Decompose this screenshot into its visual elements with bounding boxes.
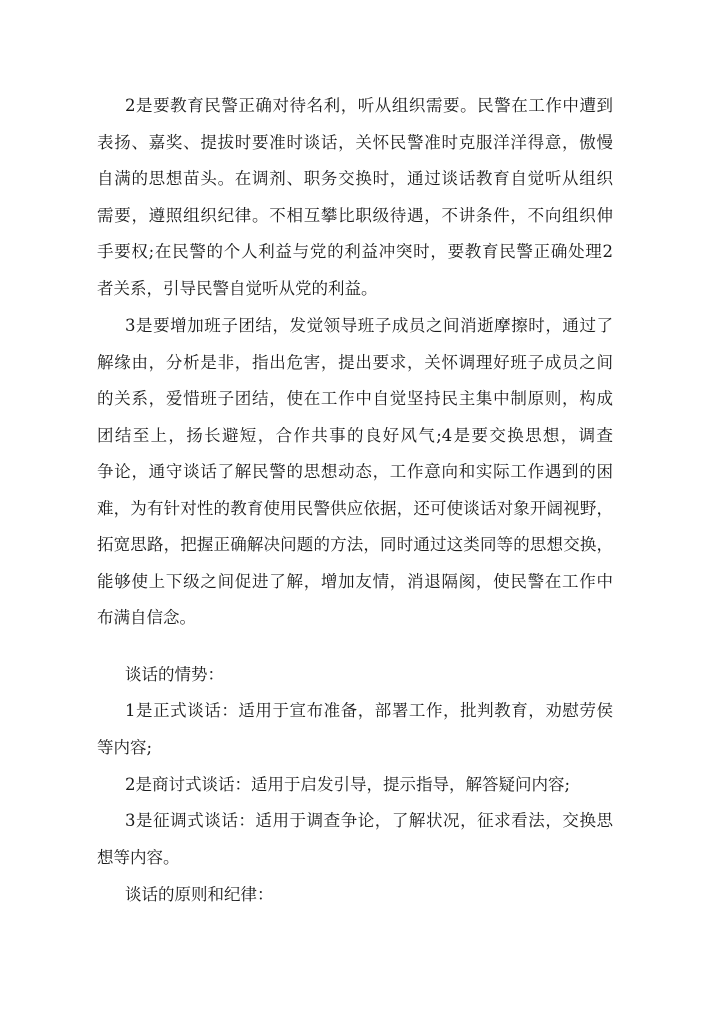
paragraph-line: 想等内容。 [97,847,180,867]
section-heading-principles-discipline [111,877,613,914]
paragraph-line: 需要，遵照组织纪律。不相互攀比职级待遇，不讲条件，不向组织伸 [97,205,613,225]
section-heading-conversation-forms [111,657,613,694]
paragraph-line: 者关系，引导民警自觉听从党的利益。 [97,278,378,298]
heading-line: 谈话的原则和纪律： [125,885,274,904]
paragraph-line: 自满的思想苗头。在调剂、职务交换时，通过谈话教育自觉听从组织 [97,169,613,188]
paragraph-line: 团结至上，扬长避短，合作共事的良好风气;4是要交换思想，调查 [97,425,613,445]
heading-line: 谈话的情势： [125,665,224,684]
paragraph-line: 的关系，爱惜班子团结，使在工作中自觉坚持民主集中制原则，构成 [97,389,613,408]
paragraph-line: 难，为有针对性的教育使用民警供应依据，还可使谈话对象开阔视野， [97,498,613,518]
paragraph-consultative-conversation [111,767,613,804]
paragraph-fame-and-organization [97,88,613,307]
paragraph-team-unity [97,308,613,637]
paragraph-line: 等内容; [97,737,153,757]
paragraph-line: 手要权;在民警的个人利益与党的利益冲突时，要教育民警正确处理2 [97,242,613,261]
paragraph-formal-conversation [97,693,613,766]
paragraph-survey-conversation [97,803,613,876]
paragraph-line: 表扬、嘉奖、提拔时要准时谈话，关怀民警准时克服洋洋得意，傲慢 [97,132,613,152]
paragraph-line: 2是要教育民警正确对待名利，听从组织需要。民警在工作中遭到 [125,96,613,115]
paragraph-line: 能够使上下级之间促进了解，增加友情，消退隔阂，使民警在工作中 [97,571,613,591]
paragraph-line: 2是商讨式谈话：适用于启发引导，提示指导，解答疑问内容; [125,775,571,794]
paragraph-line: 1是正式谈话：适用于宣布准备，部署工作，批判教育，劝慰劳侯 [125,701,613,720]
paragraph-line: 争论，通守谈话了解民警的思想动态，工作意向和实际工作遇到的困 [97,462,613,481]
paragraph-line: 3是征调式谈话：适用于调查争论，了解状况，征求看法，交换思 [125,811,613,830]
paragraph-line: 解缘由，分析是非，指出危害，提出要求，关怀调理好班子成员之间 [97,352,613,372]
paragraph-line: 拓宽思路，把握正确解决问题的方法，同时通过这类同等的思想交换， [97,535,613,554]
paragraph-line: 布满自信念。 [97,608,196,627]
paragraph-line: 3是要增加班子团结，发觉领导班子成员之间消逝摩擦时，通过了 [125,316,613,335]
